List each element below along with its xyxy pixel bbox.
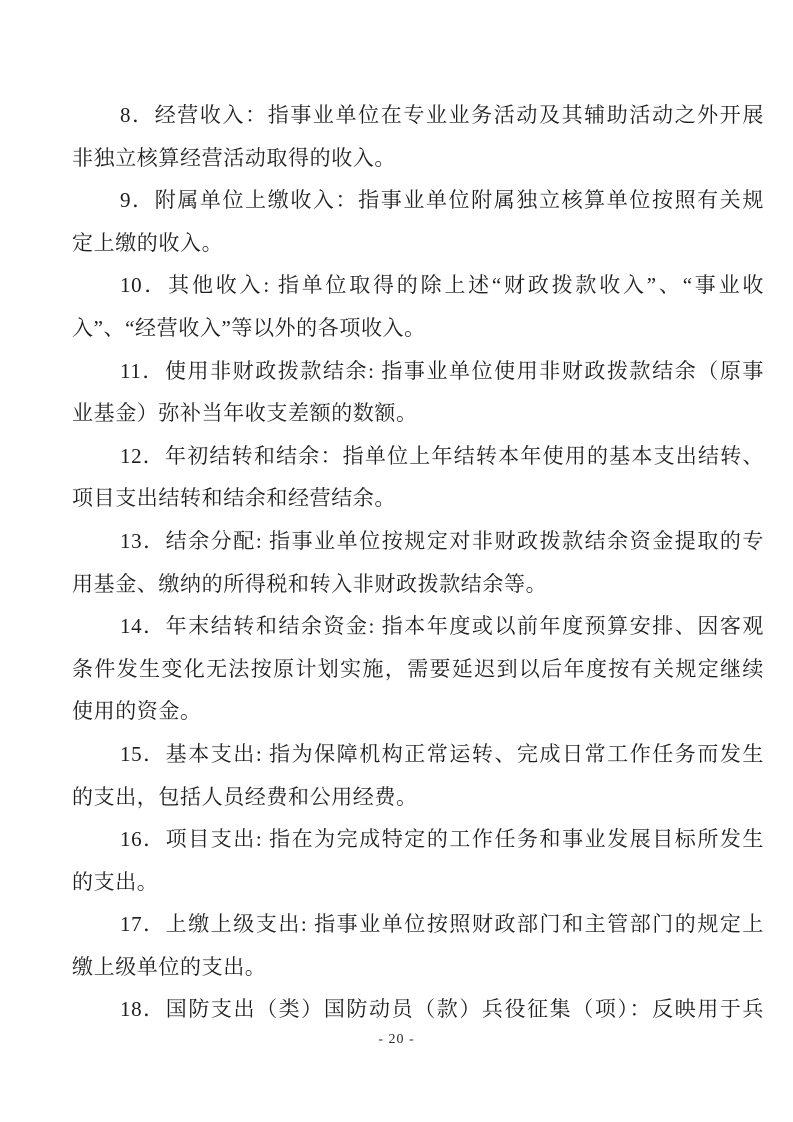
doc-line: 的支出。 (72, 869, 159, 894)
doc-line: 17．上缴上级支出: 指事业单位按照财政部门和主管部门的规定上 (120, 912, 764, 937)
doc-line: 14．年末结转和结余资金: 指本年度或以前年度预算安排、因客观 (120, 614, 764, 639)
doc-line: 15．基本支出: 指为保障机构正常运转、完成日常工作任务而发生 (120, 741, 764, 766)
doc-line: 16．项目支出: 指在为完成特定的工作任务和事业发展目标所发生 (120, 827, 764, 852)
doc-line: 使用的资金。 (72, 699, 202, 724)
doc-line: 8．经营收入：指事业单位在专业业务活动及其辅助活动之外开展 (120, 103, 764, 127)
doc-line: 入”、“经营收入”等以外的各项收入。 (72, 315, 426, 340)
doc-line: 10．其他收入: 指单位取得的除上述“财政拨款收入”、“事业收 (120, 273, 764, 298)
doc-line: 11．使用非财政拨款结余: 指事业单位使用非财政拨款结余（原事 (120, 358, 764, 383)
page-number: - 20 - (378, 1032, 415, 1047)
doc-line: 非独立核算经营活动取得的收入。 (72, 145, 396, 170)
doc-line: 项目支出结转和结余和经营结余。 (72, 486, 396, 511)
doc-line: 业基金）弥补当年收支差额的数额。 (72, 401, 418, 426)
doc-line: 条件发生变化无法按原计划实施，需要延迟到以后年度按有关规定继续 (72, 656, 764, 681)
doc-line: 12．年初结转和结余：指单位上年结转本年使用的基本支出结转、 (120, 443, 764, 468)
doc-line: 的支出，包括人员经费和公用经费。 (72, 784, 418, 809)
doc-line: 18．国防支出（类）国防动员（款）兵役征集（项）：反映用于兵 (120, 997, 764, 1022)
doc-line: 9．附属单位上缴收入：指事业单位附属独立核算单位按照有关规 (120, 188, 764, 213)
document-body (72, 94, 764, 1031)
doc-line: 定上缴的收入。 (72, 230, 224, 255)
doc-line: 13．结余分配: 指事业单位按规定对非财政拨款结余资金提取的专 (120, 528, 764, 553)
doc-line: 缴上级单位的支出。 (72, 954, 267, 979)
doc-line: 用基金、缴纳的所得税和转入非财政拨款结余等。 (72, 571, 548, 596)
